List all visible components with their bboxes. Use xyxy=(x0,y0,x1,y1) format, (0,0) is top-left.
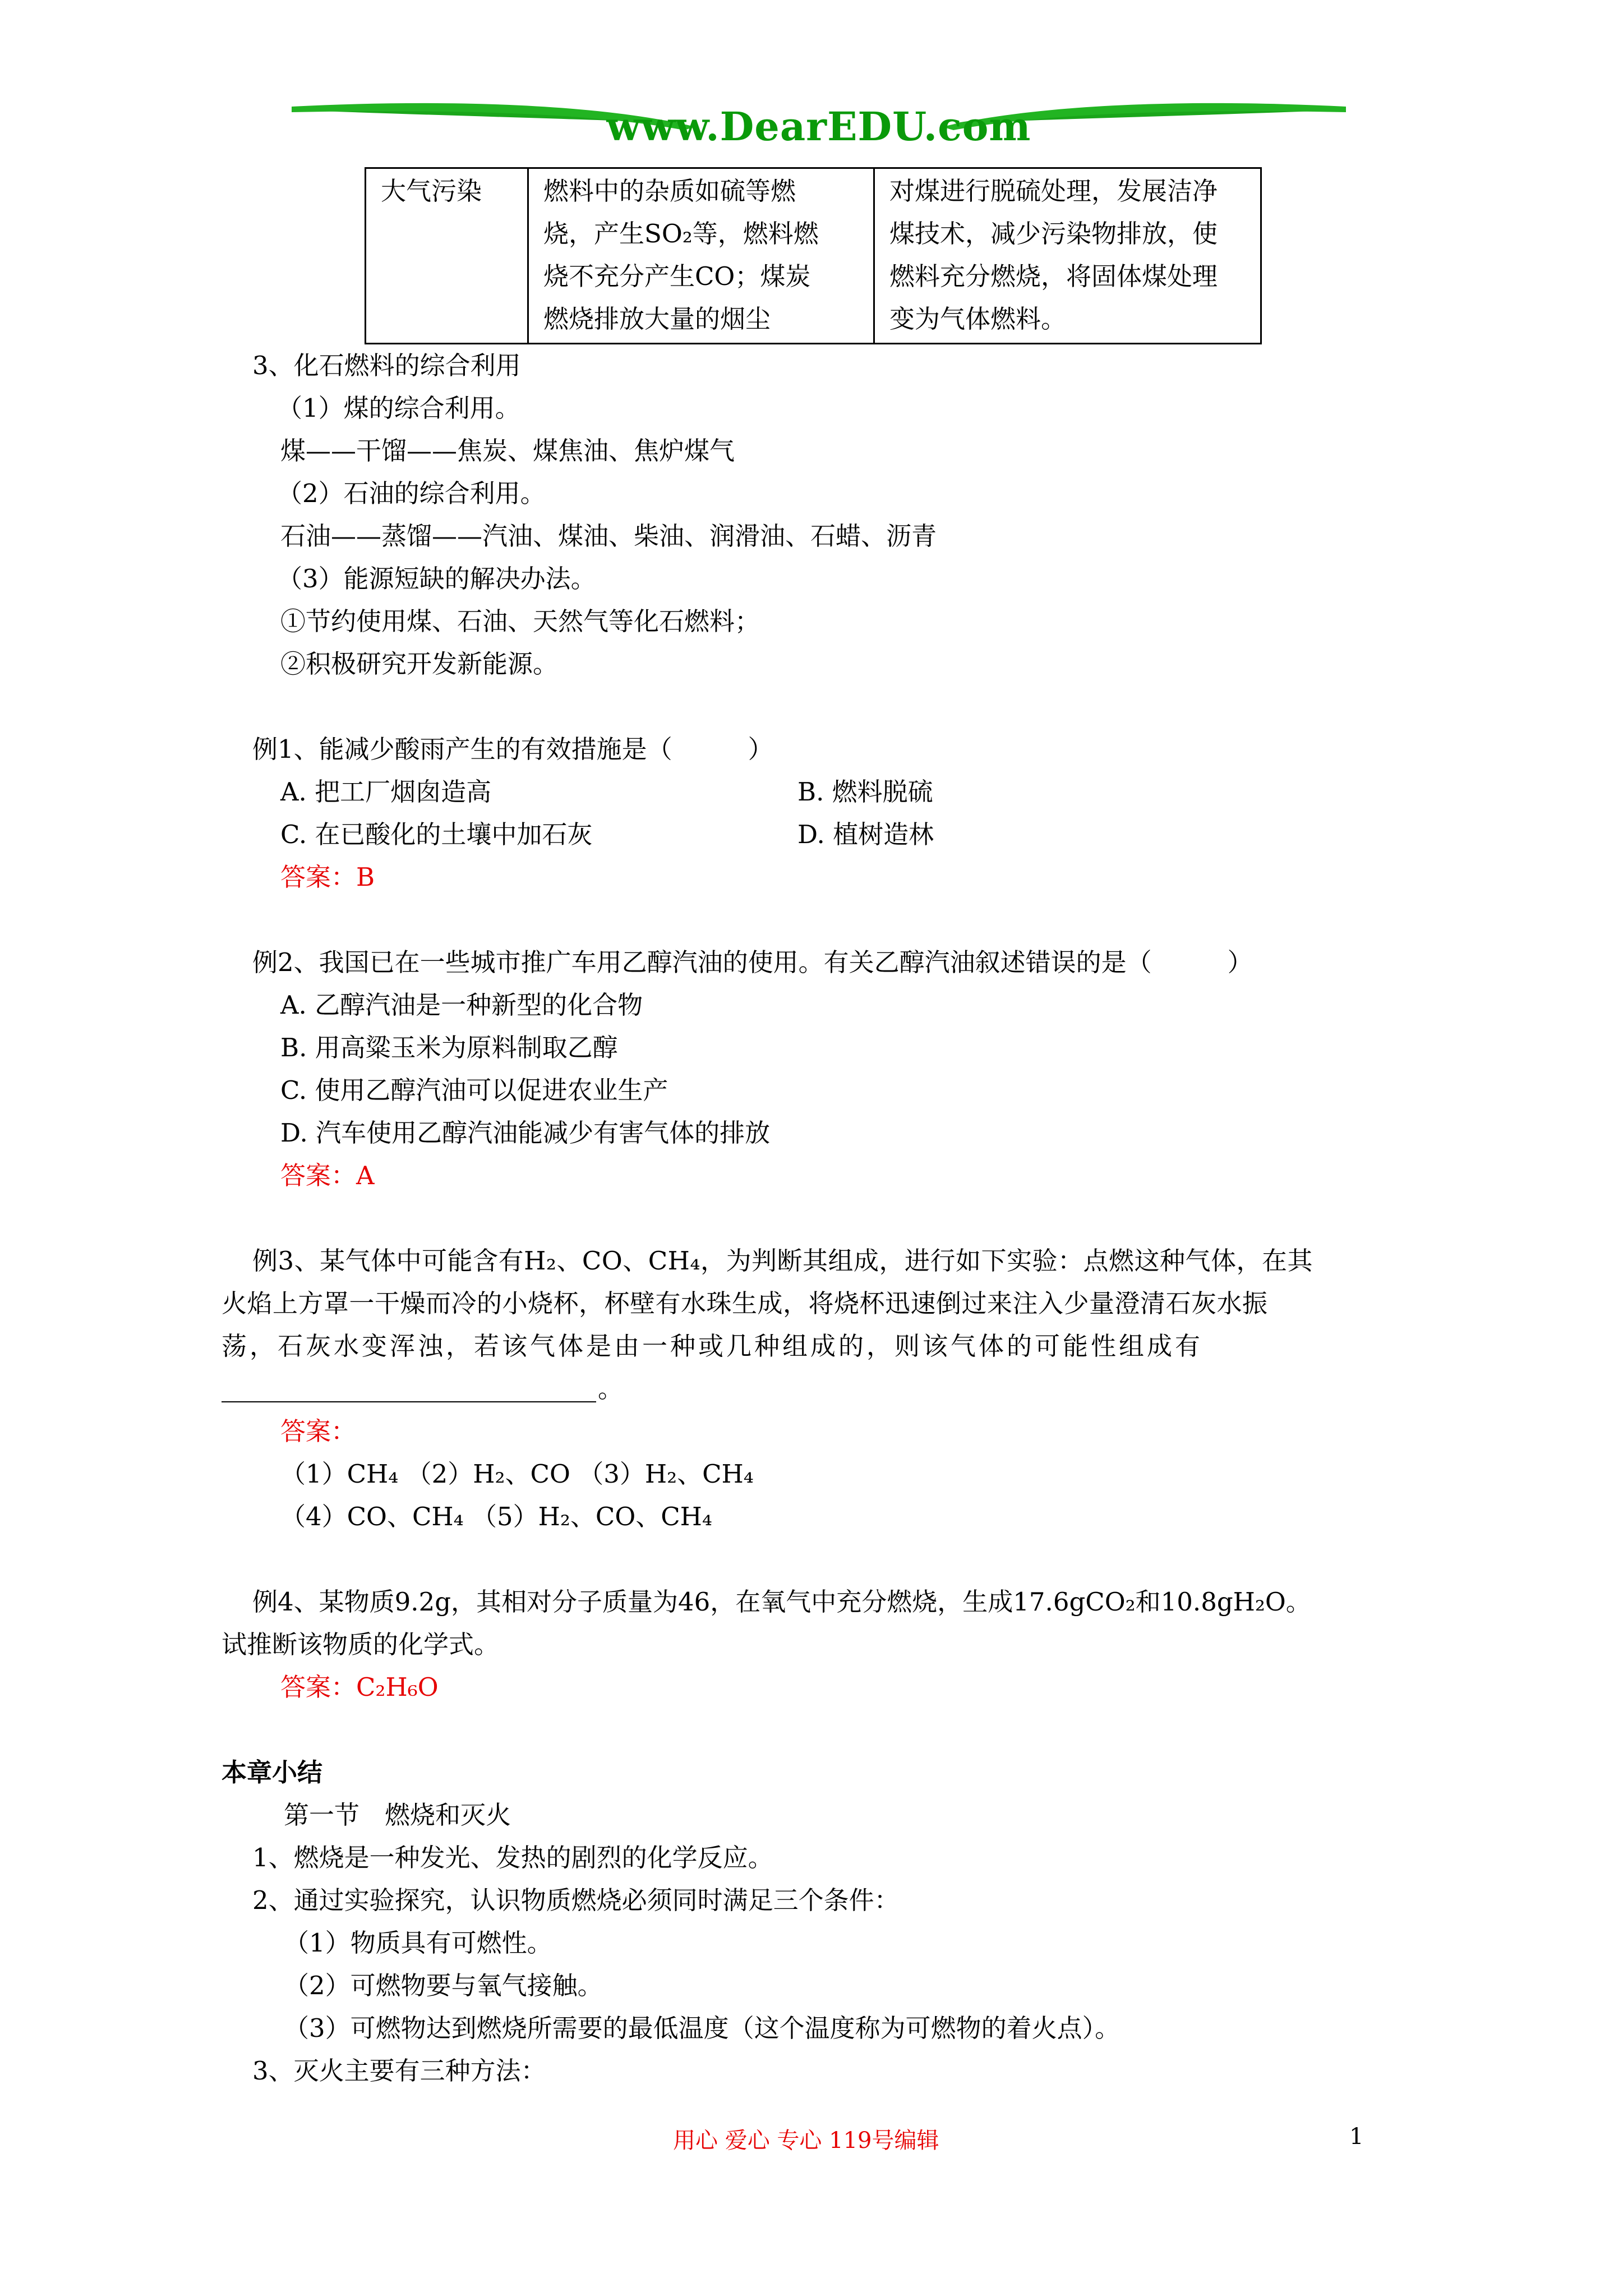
section-heading: 3、化石燃料的综合利用 xyxy=(252,351,521,380)
chapter-summary-title: 本章小结 xyxy=(222,1757,323,1787)
option-b: B. 燃料脱硫 xyxy=(797,777,933,807)
period-mark: 。 xyxy=(598,1374,624,1404)
answer-line: （1）CH₄ （2）H₂、CO （3）H₂、CH₄ xyxy=(280,1459,754,1489)
table-cell-text: 烧，产生SO₂等，燃料燃 xyxy=(543,219,819,249)
example-question: 例4、某物质9.2g，其相对分子质量为46，在氧气中充分燃烧，生成17.6gCO₂和10.8gH₂O。 xyxy=(252,1587,1311,1617)
paragraph-line: （2）可燃物要与氧气接触。 xyxy=(284,1971,603,2000)
option-b: B. 用高粱玉米为原料制取乙醇 xyxy=(280,1033,618,1062)
paragraph-line: 3、灭火主要有三种方法： xyxy=(252,2056,546,2086)
table-cell-text: 对煤进行脱硫处理，发展洁净 xyxy=(889,176,1218,206)
answer-line: （4）CO、CH₄ （5）H₂、CO、CH₄ xyxy=(280,1502,712,1531)
table-cell-measure xyxy=(875,169,1260,343)
footer-text: 用心 爱心 专心 119号编辑 xyxy=(673,2128,939,2154)
paragraph-line: 煤——干馏——焦炭、煤焦油、焦炉煤气 xyxy=(280,436,735,466)
header-banner xyxy=(292,84,1346,151)
answer: 答案：C₂H₆O xyxy=(280,1672,439,1702)
table-cell-text: 大气污染 xyxy=(381,176,482,206)
paragraph-line: 火焰上方罩一干燥而冷的小烧杯，杯壁有水珠生成，将烧杯迅速倒过来注入少量澄清石灰水振 xyxy=(222,1289,1268,1318)
answer-blank-line xyxy=(222,1401,596,1402)
option-a: A. 乙醇汽油是一种新型的化合物 xyxy=(280,990,643,1020)
site-title: www.DearEDU.com xyxy=(606,103,1031,150)
option-c: C. 在已酸化的土壤中加石灰 xyxy=(280,820,593,849)
paragraph-line: （1）煤的综合利用。 xyxy=(277,393,520,423)
answer: 答案：A xyxy=(280,1161,375,1190)
pollution-table xyxy=(365,167,1262,344)
option-d: D. 植树造林 xyxy=(797,820,934,849)
paragraph-line: 石油——蒸馏——汽油、煤油、柴油、润滑油、石蜡、沥青 xyxy=(280,521,937,551)
paragraph-line: ②积极研究开发新能源。 xyxy=(280,649,559,679)
paragraph-line: 1、燃烧是一种发光、发热的剧烈的化学反应。 xyxy=(252,1843,773,1872)
option-d: D. 汽车使用乙醇汽油能减少有害气体的排放 xyxy=(280,1118,771,1148)
table-cell-category xyxy=(366,169,529,343)
table-cell-text: 变为气体燃料。 xyxy=(889,304,1067,334)
example-question: 例3、某气体中可能含有H₂、CO、CH₄，为判断其组成，进行如下实验：点燃这种气体，在其 xyxy=(252,1246,1313,1276)
table-cell-text: 燃料中的杂质如硫等燃 xyxy=(543,176,796,206)
paragraph-line: （1）物质具有可燃性。 xyxy=(284,1928,552,1958)
table-cell-text: 烧不充分产生CO；煤炭 xyxy=(543,261,811,291)
example-question: 例2、我国已在一些城市推广车用乙醇汽油的使用。有关乙醇汽油叙述错误的是（ ） xyxy=(252,947,1253,977)
paragraph-line: 试推断该物质的化学式。 xyxy=(222,1630,500,1659)
section-title: 第一节 燃烧和灭火 xyxy=(284,1800,511,1830)
page-number: 1 xyxy=(1349,2124,1364,2150)
table-cell-text: 煤技术，减少污染物排放，使 xyxy=(889,219,1218,249)
paragraph-line: 荡，石灰水变浑浊，若该气体是由一种或几种组成的，则该气体的可能性组成有 xyxy=(222,1331,1204,1361)
table-cell-text: 燃烧排放大量的烟尘 xyxy=(543,304,771,334)
table-cell-cause xyxy=(529,169,875,343)
paragraph-line: ①节约使用煤、石油、天然气等化石燃料； xyxy=(280,606,760,636)
example-question: 例1、能减少酸雨产生的有效措施是（ ） xyxy=(252,734,773,764)
paragraph-line: 2、通过实验探究，认识物质燃烧必须同时满足三个条件： xyxy=(252,1885,900,1915)
table-cell-text: 燃料充分燃烧，将固体煤处理 xyxy=(889,261,1218,291)
paragraph-line: （3）能源短缺的解决办法。 xyxy=(277,564,596,593)
paragraph-line: （2）石油的综合利用。 xyxy=(277,478,546,508)
option-c: C. 使用乙醇汽油可以促进农业生产 xyxy=(280,1075,668,1105)
option-a: A. 把工厂烟囱造高 xyxy=(280,777,492,807)
answer-label: 答案： xyxy=(280,1416,357,1446)
answer: 答案：B xyxy=(280,862,375,892)
paragraph-line: （3）可燃物达到燃烧所需要的最低温度（这个温度称为可燃物的着火点）。 xyxy=(284,2013,1121,2043)
